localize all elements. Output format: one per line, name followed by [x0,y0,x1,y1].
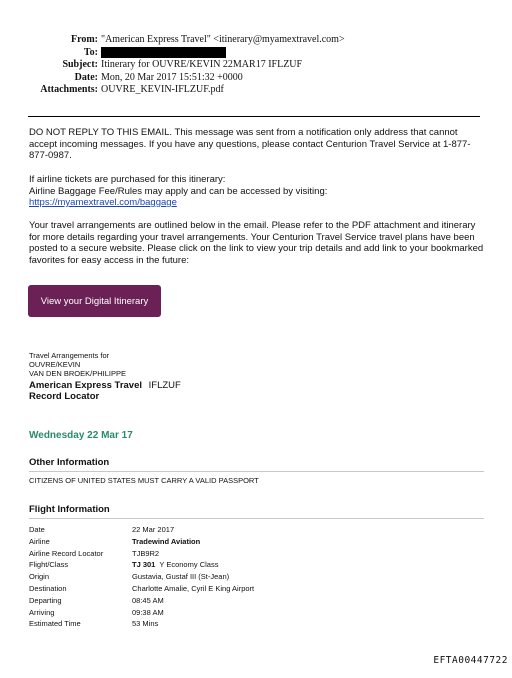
digital-itinerary-button[interactable]: View your Digital Itinerary [28,285,161,317]
date-value: Mon, 20 Mar 2017 15:51:32 +0000 [101,71,243,83]
from-value: "American Express Travel" <itinerary@myamextravel.com> [101,34,345,45]
flight-value: TJ 301 Y Economy Class [132,560,219,570]
trip-date: Wednesday 22 Mar 17 [29,430,133,441]
travelers-block [29,351,126,378]
flight-label: Destination [29,583,67,593]
table-row [29,536,254,548]
header-divider [28,116,480,117]
date-row [0,72,512,85]
flight-value: 22 Mar 2017 [132,525,175,534]
subject-label: Subject: [62,59,98,70]
from-label: From: [70,34,98,45]
traveler-name: OUVRE/KEVIN [29,360,81,369]
flight-value: 53 Mins [132,619,159,629]
flight-value: 09:38 AM [132,607,164,617]
table-row [29,548,254,560]
airline-line-1: If airline tickets are purchased for this itinerary: [29,174,226,185]
noreply-notice: DO NOT REPLY TO THIS EMAIL. This message was sent from a notification only address that cannot accept incoming messages. If you have any questions, please contact Centurion Travel Service at 1-877-877-0987. [29,127,471,161]
from-row [0,34,512,47]
document-id: EFTA00447722 [433,655,508,666]
subject-value: Itinerary for OUVRE/KEVIN 22MAR17 IFLZUF [101,59,303,70]
redaction-block [101,47,226,58]
flight-label: Arriving [29,607,55,617]
traveler-name: VAN DEN BROEK/PHILIPPE [29,369,126,378]
flight-label: Departing [29,595,62,605]
table-row [29,524,254,536]
table-row [29,571,254,583]
table-row [29,595,254,607]
email-header [0,34,512,97]
attachments-row [0,84,512,97]
table-row [29,559,254,571]
to-value [101,47,226,60]
agency-name: American Express Travel [29,380,143,391]
other-info-title: Other Information [29,457,484,472]
locator-label: Record Locator [29,391,100,402]
attachments-value: OUVRE_KEVIN-IFLZUF.pdf [101,84,224,95]
to-row [0,47,512,60]
flight-table [29,524,254,630]
arrangements-text: Your travel arrangements are outlined below in the email. Please refer to the PDF attachment and itinerary for more details regarding your travel arrangements. Your Centurion Travel Service travel plans have been posted to a secure website. Please click on the link to view your trip details and add link to your bookmarked favorites for easy access in the future: [29,220,484,266]
table-row [29,607,254,619]
flight-info-title: Flight Information [29,504,484,519]
flight-label: Estimated Time [29,619,81,629]
table-row [29,583,254,595]
flight-label: Flight/Class [29,560,69,570]
baggage-link[interactable]: https://myamextravel.com/baggage [29,197,177,208]
locator-code: IFLZUF [148,380,181,391]
to-label: To: [83,46,98,58]
subject-row [0,59,512,72]
airline-line-2: Airline Baggage Fee/Rules may apply and can be accessed by visiting: [29,185,328,197]
table-row [29,618,254,630]
baggage-block [29,174,484,209]
flight-value: TJB9R2 [132,548,160,558]
date-label: Date: [74,71,98,83]
flight-value: Charlotte Amalie, Cyril E King Airport [132,583,255,593]
flight-value: Tradewind Aviation [132,536,201,546]
flight-label: Origin [29,572,50,582]
flight-label: Date [29,525,45,534]
agency-line [29,380,181,391]
flight-value: 08:45 AM [132,595,164,605]
flight-label: Airline Record Locator [29,548,104,558]
flight-label: Airline [29,536,50,546]
attachments-label: Attachments: [40,84,98,95]
travelers-intro: Travel Arrangements for [29,351,110,360]
passport-note: CITIZENS OF UNITED STATES MUST CARRY A VALID PASSPORT [29,476,259,485]
flight-value: Gustavia, Gustaf III (St-Jean) [132,572,230,582]
